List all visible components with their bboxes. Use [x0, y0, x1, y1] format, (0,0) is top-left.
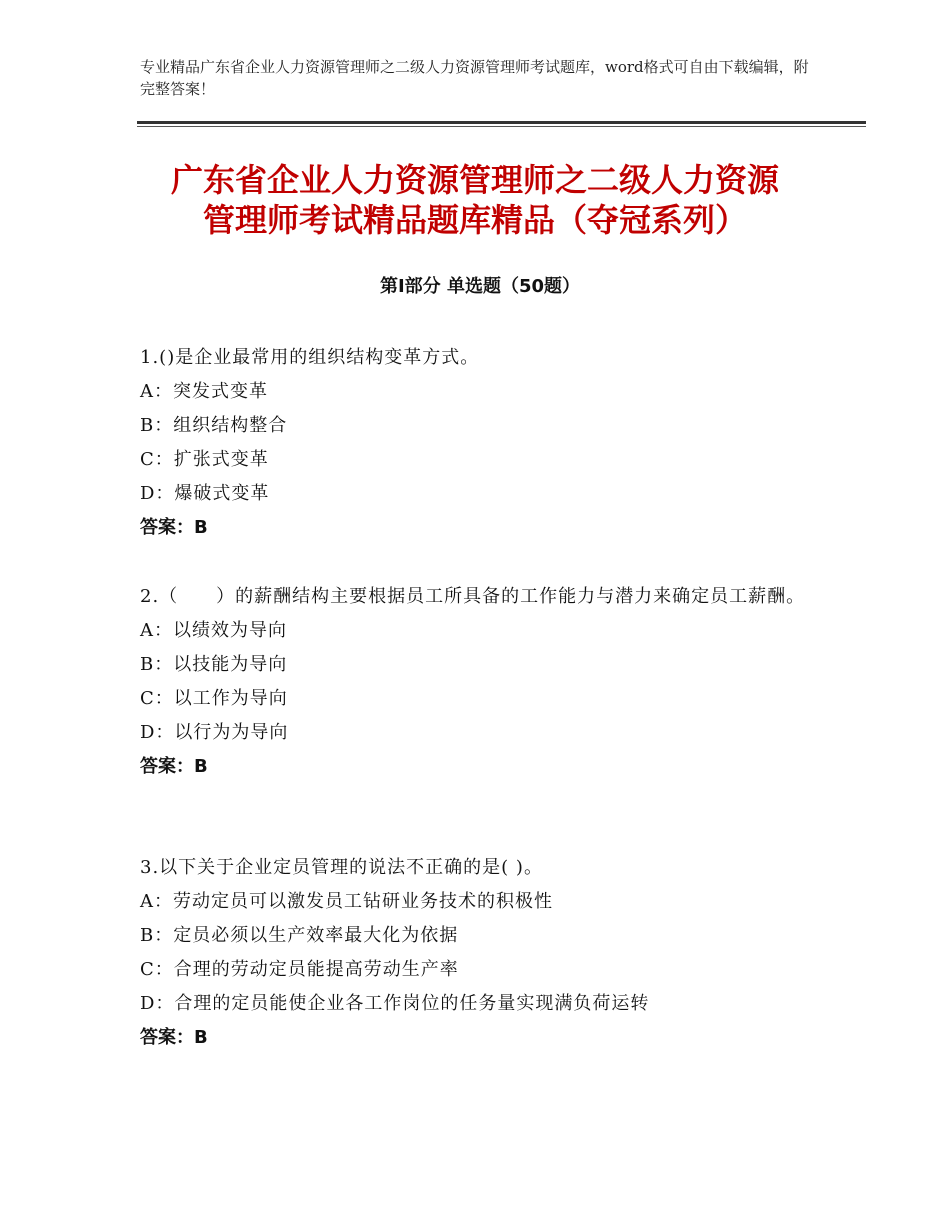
question-3	[140, 851, 820, 1055]
option-a: A：劳动定员可以激发员工钻研业务技术的积极性	[140, 891, 553, 912]
header-note: 专业精品广东省企业人力资源管理师之二级人力资源管理师考试题库，word格式可自由下载编辑，附完整答案！	[140, 58, 809, 98]
option-c: C：以工作为导向	[140, 688, 288, 709]
answer: 答案：B	[140, 1027, 208, 1048]
document-title	[120, 160, 830, 240]
question-1	[140, 341, 820, 545]
header-rule-thick	[137, 121, 866, 124]
option-a: A：突发式变革	[140, 381, 268, 402]
option-b: B：以技能为导向	[140, 654, 288, 675]
section-title: 第Ⅰ部分 单选题（50题）	[379, 276, 580, 297]
option-a: A：以绩效为导向	[140, 620, 287, 641]
document-title-line-2: 管理师考试精品题库精品（夺冠系列）	[202, 201, 747, 239]
option-d: D：爆破式变革	[140, 483, 270, 504]
question-2	[140, 580, 820, 784]
question-text: 1.()是企业最常用的组织结构变革方式。	[140, 347, 480, 368]
option-d: D：合理的定员能使企业各工作岗位的任务量实现满负荷运转	[140, 993, 650, 1014]
question-text: 3.以下关于企业定员管理的说法不正确的是( )。	[140, 857, 543, 878]
option-b: B：定员必须以生产效率最大化为依据	[140, 925, 459, 946]
header-rule-thin	[137, 126, 866, 127]
answer: 答案：B	[140, 756, 208, 777]
question-text: 2.（ ）的薪酬结构主要根据员工所具备的工作能力与潜力来确定员工薪酬。	[140, 586, 806, 607]
option-c: C：扩张式变革	[140, 449, 269, 470]
document-title-line-1: 广东省企业人力资源管理师之二级人力资源	[170, 161, 779, 199]
option-c: C：合理的劳动定员能提高劳动生产率	[140, 959, 459, 980]
option-b: B：组织结构整合	[140, 415, 288, 436]
option-d: D：以行为为导向	[140, 722, 289, 743]
answer: 答案：B	[140, 517, 208, 538]
